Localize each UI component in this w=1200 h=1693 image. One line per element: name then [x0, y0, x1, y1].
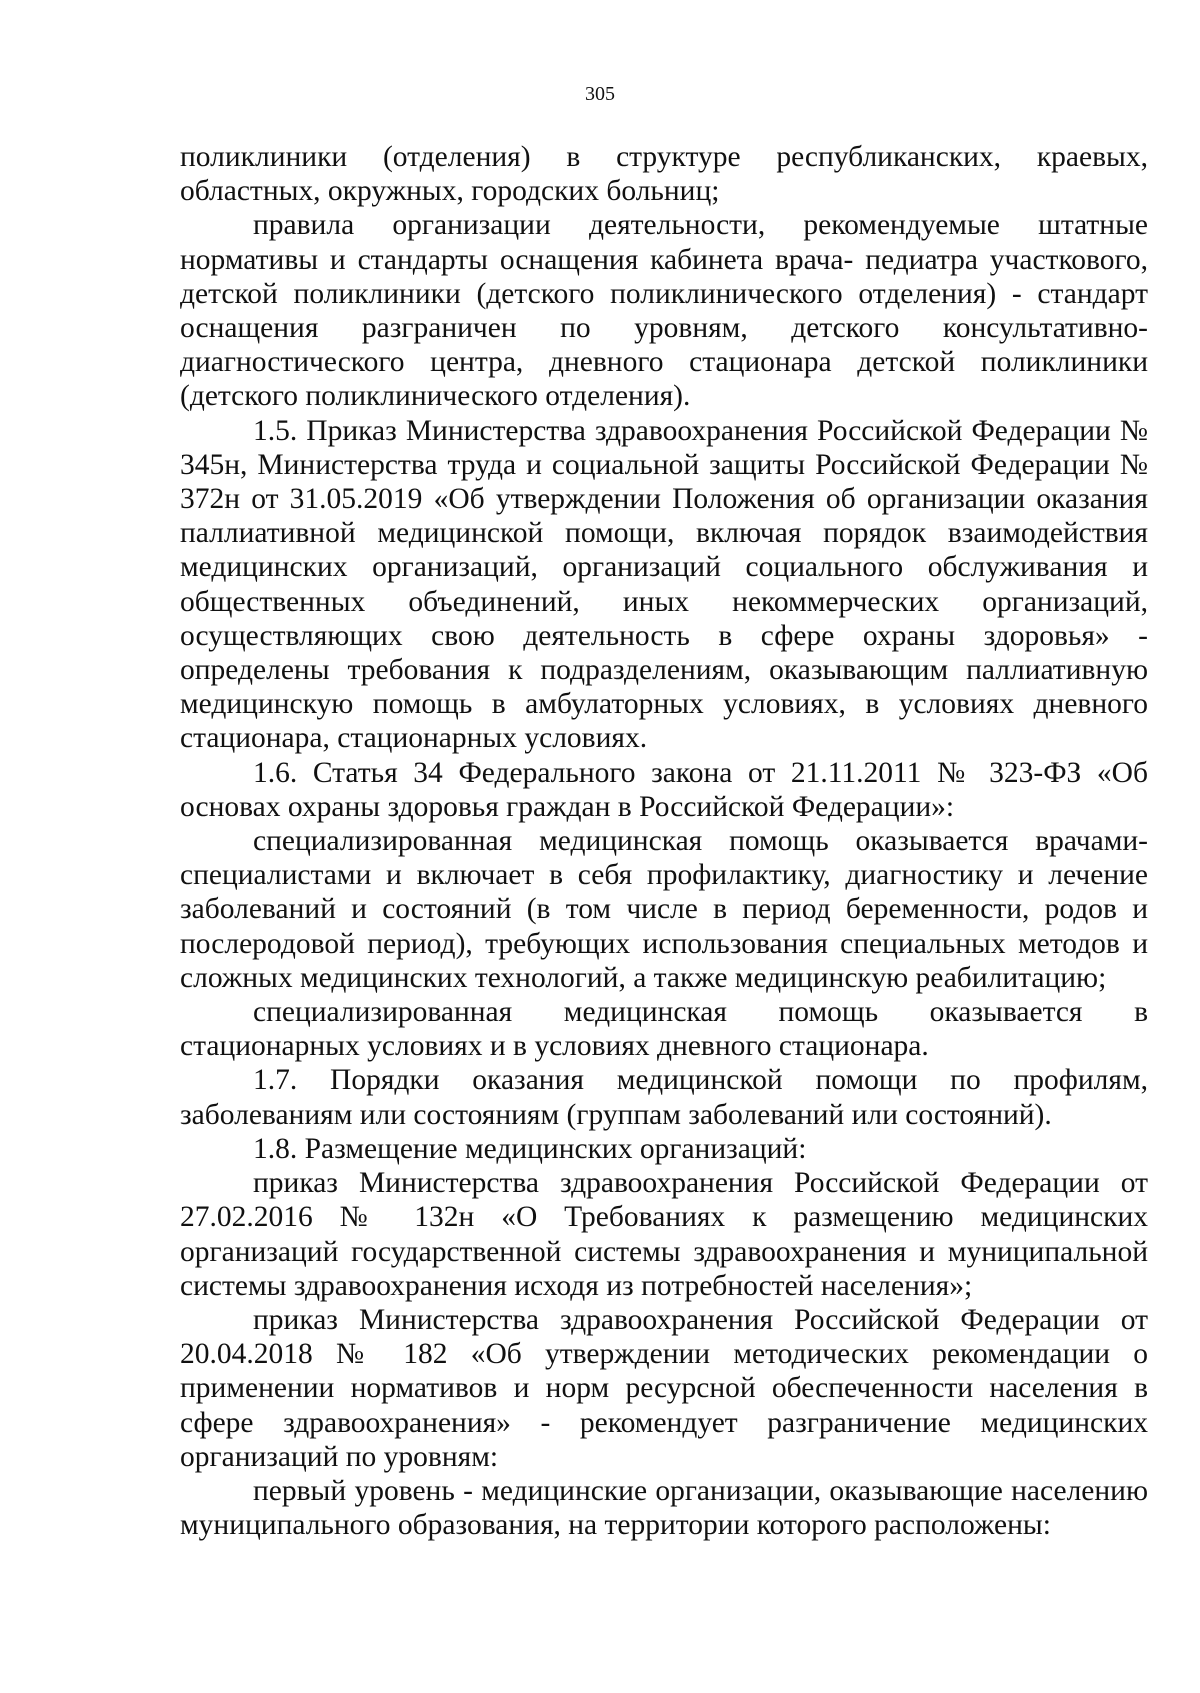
paragraph-1: поликлиники (отделения) в структуре республиканских, краевых, областных, окружных, городских больниц;	[180, 141, 1148, 208]
paragraph-4: 1.6. Статья 34 Федерального закона от 21.11.2011 № 323-ФЗ «Об основах охраны здоровья граждан в Российской Федерации»:	[180, 756, 1148, 823]
paragraph-6: специализированная медицинская помощь оказывается в стационарных условиях и в условиях дневного стационара.	[180, 996, 1148, 1063]
paragraph-7: 1.7. Порядки оказания медицинской помощи по профилям, заболеваниям или состояниям (группам заболеваний или состояний).	[180, 1064, 1148, 1131]
paragraph-8: 1.8. Размещение медицинских организаций:	[253, 1132, 807, 1165]
paragraph-3: 1.5. Приказ Министерства здравоохранения Российской Федерации № 345н, Министерства труда и социальной защиты Российской Федерации № 372н от 31.05.2019 «Об утверждении Положения об организации оказания паллиативной медицинской помощи, включая порядок взаимодействия медицинских организаций, организаций социального обслуживания и общественных объединений, иных некоммерческих организаций, осуществляющих свою деятельность в сфере охраны здоровья» - определены требования к подразделениям, оказывающим паллиативную медицинскую помощь в амбулаторных условиях, в условиях дневного стационара, стационарных условиях.	[180, 414, 1148, 755]
paragraph-11: первый уровень - медицинские организации, оказывающие населению муниципального образования, на территории которого расположены:	[180, 1474, 1148, 1542]
paragraph-10: приказ Министерства здравоохранения Российской Федерации от 20.04.2018 № 182 «Об утверждении методических рекомендации о применении нормативов и норм ресурсной обеспеченности населения в сфере здравоохранения» - рекомендует разграничение медицинских организаций по уровням:	[180, 1303, 1148, 1473]
page-number: 305	[585, 83, 615, 105]
paragraph-2: правила организации деятельности, рекомендуемые штатные нормативы и стандарты оснащения кабинета врача- педиатра участкового, детской поликлиники (детского поликлинического отделения) - стандарт оснащения разграничен по уровням, детского консультативно-диагностического центра, дневного стационара детской поликлиники (детского поликлинического отделения).	[180, 209, 1148, 413]
document-body	[180, 140, 1148, 1542]
paragraph-5: специализированная медицинская помощь оказывается врачами-специалистами и включает в себя профилактику, диагностику и лечение заболеваний и состояний (в том числе в период беременности, родов и послеродовой период), требующих использования специальных методов и сложных медицинских технологий, а также медицинскую реабилитацию;	[180, 825, 1148, 994]
paragraph-9: приказ Министерства здравоохранения Российской Федерации от 27.02.2016 № 132н «О Требованиях к размещению медицинских организаций государственной системы здравоохранения и муниципальной системы здравоохранения исходя из потребностей населения»;	[180, 1167, 1148, 1302]
